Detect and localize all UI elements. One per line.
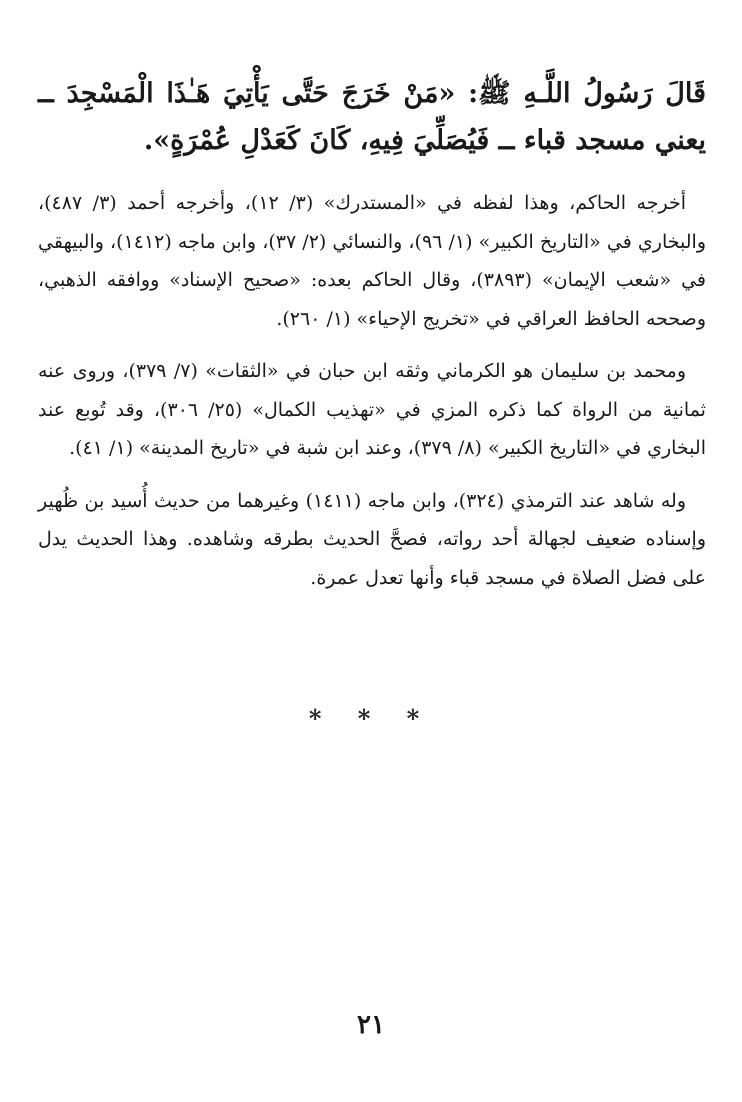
hadith-text: قَالَ رَسُولُ اللَّـهِ ﷺ: «مَنْ خَرَجَ حَتَّى يَأْتِيَ هَـٰذَا الْمَسْجِدَ ــ يعني مسجد قباء ــ فَيُصَلِّيَ فِيهِ، كَانَ كَعَدْلِ عُمْرَةٍ».: [38, 78, 706, 156]
paragraph-narrator: ومحمد بن سليمان هو الكرماني وثقه ابن حبان في «الثقات» (٧/ ٣٧٩)، وروى عنه ثمانية من الرواة كما ذكره المزي في «تهذيب الكمال» (٢٥/ ٣٠٦)، وقد تُوبع عند البخاري في «التاريخ الكبير» (٨/ ٣٧٩)، وعند ابن شبة في «تاريخ المدينة» (١/ ٤١).: [38, 360, 706, 459]
paragraph-takhrij: أخرجه الحاكم، وهذا لفظه في «المستدرك» (٣/ ١٢)، وأخرجه أحمد (٣/ ٤٨٧)، والبخاري في «التاريخ الكبير» (١/ ٩٦)، والنسائي (٢/ ٣٧)، وابن ماجه (١٤١٢)، والبيهقي في «شعب الإيمان» (٣٨٩٣)، وقال الحاكم بعده: «صحيح الإسناد» ووافقه الذهبي، وصححه الحافظ العراقي في «تخريج الإحياء» (١/ ٢٦٠).: [38, 192, 706, 330]
page-number: ٢١: [357, 1010, 385, 1040]
paragraph-witness: وله شاهد عند الترمذي (٣٢٤)، وابن ماجه (١٤١١) وغيرهما من حديث أُسيد بن ظُهير وإسناده ضعيف لجهالة أحد رواته، فصحَّ الحديث بطرقه وشاهده. وهذا الحديث يدل على فضل الصلاة في مسجد قباء وأنها تعدل عمرة.: [38, 489, 706, 589]
section-separator: * * *: [308, 704, 434, 733]
page-body: [38, 70, 706, 611]
